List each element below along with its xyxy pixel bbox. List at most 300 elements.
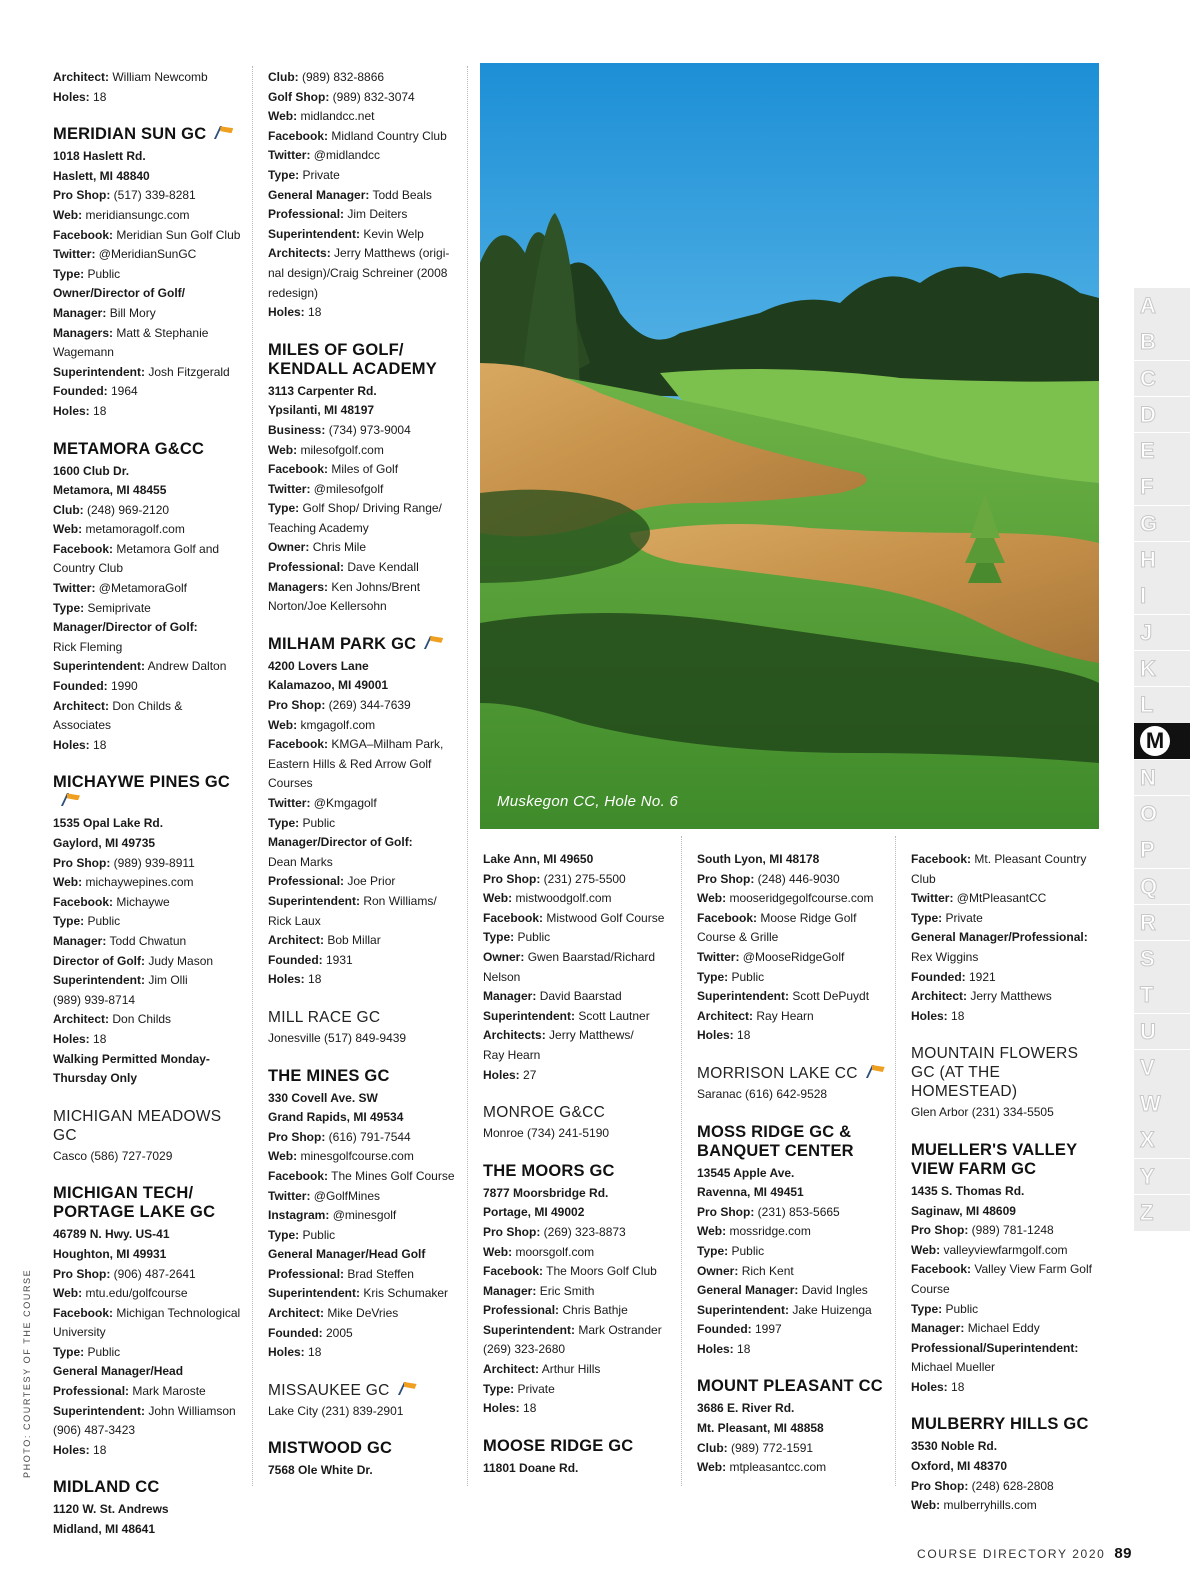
field-label: Twitter: xyxy=(268,148,311,163)
field-value: Judy Mason xyxy=(148,953,214,968)
field-value: (269) 323-2680 xyxy=(483,1342,566,1357)
field-label: Web: xyxy=(268,109,298,124)
field-label: Facebook: xyxy=(53,541,114,556)
address-text: 13545 Apple Ave. xyxy=(697,1165,795,1180)
course-name xyxy=(911,1415,1103,1434)
address-text: Thursday Only xyxy=(53,1071,138,1086)
course-name xyxy=(268,341,460,379)
field-value: Don Childs & Associates xyxy=(53,698,183,733)
course-entry xyxy=(268,1067,460,1363)
field-value: 18 xyxy=(951,1379,965,1394)
course-detail-line xyxy=(53,363,243,383)
course-detail-line xyxy=(268,1187,460,1207)
course-detail-line xyxy=(911,1319,1103,1339)
course-detail-line xyxy=(697,948,889,968)
alphabet-letter: C xyxy=(1140,365,1156,391)
field-value: Brad Steffen xyxy=(347,1266,414,1281)
field-label: Pro Shop: xyxy=(53,855,111,870)
alphabet-tab-e xyxy=(1134,433,1190,469)
alphabet-tab-c xyxy=(1134,361,1190,397)
field-value: mtu.edu/golfcourse xyxy=(85,1286,188,1301)
course-detail-line xyxy=(268,1108,460,1128)
field-value: Andrew Dalton xyxy=(147,659,227,674)
field-value: Valley View Farm Golf xyxy=(974,1262,1092,1277)
course-detail-line xyxy=(697,1026,889,1046)
field-label: Superintendent: xyxy=(53,364,145,379)
field-label: Pro Shop: xyxy=(53,1266,111,1281)
field-label: Director of Golf: xyxy=(53,953,145,968)
field-label: Type: xyxy=(483,930,515,945)
course-detail-line xyxy=(53,912,243,932)
field-value: midlandcc.net xyxy=(300,109,375,124)
field-value: milesofgolf.com xyxy=(300,442,384,457)
field-value: (517) 339-8281 xyxy=(113,188,196,203)
course-detail-line xyxy=(911,889,1103,909)
course-detail-line xyxy=(911,1280,1103,1300)
field-label: Superintendent: xyxy=(697,989,789,1004)
field-label: Type: xyxy=(697,1243,729,1258)
address-text: General Manager/Professional: xyxy=(911,930,1088,945)
address-text: 46789 N. Hwy. US-41 xyxy=(53,1227,170,1242)
field-value: Public xyxy=(945,1301,979,1316)
course-detail-line xyxy=(268,303,460,323)
field-value: Public xyxy=(731,969,765,984)
alphabet-letter: V xyxy=(1140,1054,1155,1080)
course-detail-line xyxy=(268,872,460,892)
field-label: Type: xyxy=(53,1344,85,1359)
course-detail-line xyxy=(268,558,460,578)
field-value: (989) 832-8866 xyxy=(302,70,385,84)
course-detail-line xyxy=(53,736,243,756)
alphabet-tab-h xyxy=(1134,542,1190,578)
course-name xyxy=(268,1381,460,1400)
course-entry xyxy=(911,1415,1103,1515)
field-label: Pro Shop: xyxy=(911,1478,969,1493)
alphabet-tab-l xyxy=(1134,687,1190,723)
course-detail-line xyxy=(53,873,243,893)
field-label: Holes: xyxy=(268,1345,305,1360)
course-detail-line xyxy=(483,1203,675,1223)
field-label: Twitter: xyxy=(268,481,311,496)
course-detail-line xyxy=(268,931,460,951)
field-label: Facebook: xyxy=(911,852,972,866)
course-detail-line xyxy=(53,324,243,344)
course-detail-line xyxy=(268,146,460,166)
alphabet-tab-j xyxy=(1134,615,1190,651)
course-entry xyxy=(483,1162,675,1419)
field-value: 18 xyxy=(737,1028,751,1043)
course-detail-line xyxy=(697,1439,889,1459)
course-name-text: THE MINES GC xyxy=(268,1066,390,1085)
course-detail-line xyxy=(268,1206,460,1226)
course-detail-line xyxy=(53,402,243,422)
golf-flag-icon xyxy=(214,126,234,138)
field-value: Joe Prior xyxy=(347,874,396,889)
field-label: Managers: xyxy=(53,325,114,340)
address-text: 7877 Moorsbridge Rd. xyxy=(483,1185,609,1200)
course-detail-line xyxy=(483,1321,675,1341)
field-label: Holes: xyxy=(911,1379,948,1394)
course-detail-line xyxy=(53,1323,243,1343)
address-text: Manager/Director of Golf: xyxy=(268,835,413,850)
field-label: Holes: xyxy=(911,1008,948,1023)
course-detail-line xyxy=(697,1242,889,1262)
course-entry xyxy=(268,635,460,990)
course-name-text: MILES OF GOLF/ KENDALL ACADEMY xyxy=(268,340,437,378)
course-detail-line xyxy=(268,166,460,186)
course-detail-line xyxy=(911,1378,1103,1398)
field-value: Kris Schumaker xyxy=(363,1286,449,1301)
course-name xyxy=(268,1439,460,1458)
course-detail-line xyxy=(268,401,460,421)
course-detail-line xyxy=(911,1103,1103,1123)
course-detail-line xyxy=(53,540,243,560)
course-entry xyxy=(697,850,889,1046)
course-name-text: MOUNT PLEASANT CC xyxy=(697,1377,883,1396)
field-value: minesgolfcourse.com xyxy=(300,1149,414,1164)
course-detail-line xyxy=(268,755,460,775)
field-label: Holes: xyxy=(53,1442,90,1457)
course-detail-line xyxy=(268,519,460,539)
course-detail-line xyxy=(53,265,243,285)
field-value: Ray Hearn xyxy=(756,1008,814,1023)
field-label: Holes: xyxy=(268,972,305,987)
course-name xyxy=(268,635,460,654)
field-value: 1931 xyxy=(326,952,353,967)
course-name xyxy=(911,1141,1103,1179)
course-detail-line xyxy=(268,696,460,716)
field-label: Manager: xyxy=(911,1321,965,1336)
field-value: 18 xyxy=(93,737,107,752)
field-label: Instagram: xyxy=(268,1208,330,1223)
field-value: 18 xyxy=(737,1341,751,1356)
course-detail-line xyxy=(483,1066,675,1086)
course-detail-line xyxy=(483,1243,675,1263)
course-entry xyxy=(697,1064,889,1105)
field-label: Holes: xyxy=(268,305,305,320)
field-value: Jerry Matthews (origi- xyxy=(334,246,450,261)
course-detail-line xyxy=(483,1184,675,1204)
field-label: Pro Shop: xyxy=(268,698,326,713)
field-value: Teaching Academy xyxy=(268,520,369,535)
course-detail-line xyxy=(53,147,243,167)
field-value: Course & Grille xyxy=(697,930,779,945)
field-value: Midland Country Club xyxy=(331,128,447,143)
alphabet-letter: K xyxy=(1140,655,1156,681)
field-value: Eastern Hills & Red Arrow Golf xyxy=(268,756,432,771)
field-label: Club: xyxy=(697,1440,728,1455)
address-text: Kalamazoo, MI 49001 xyxy=(268,678,389,693)
alphabet-tab-t xyxy=(1134,977,1190,1013)
course-detail-line xyxy=(911,1437,1103,1457)
field-label: Manager: xyxy=(53,933,107,948)
alphabet-tab-s xyxy=(1134,941,1190,977)
field-label: Twitter: xyxy=(268,796,311,810)
field-value: (231) 275-5500 xyxy=(543,871,626,886)
field-label: Founded: xyxy=(268,952,323,967)
course-detail-line xyxy=(483,1007,675,1027)
field-label: Type: xyxy=(697,969,729,984)
course-name-text: MERIDIAN SUN GC xyxy=(53,125,207,144)
field-value: @MetamoraGolf xyxy=(98,581,188,596)
field-label: Architects: xyxy=(268,246,331,261)
course-name-text: MISTWOOD GC xyxy=(268,1439,393,1458)
course-detail-line xyxy=(53,1382,243,1402)
field-label: Architect: xyxy=(268,1306,325,1321)
course-detail-line xyxy=(268,1167,460,1187)
field-value: Chris Mile xyxy=(312,540,367,555)
course-detail-line xyxy=(483,1380,675,1400)
course-detail-line xyxy=(53,167,243,187)
field-label: Web: xyxy=(268,442,298,457)
directory-column-2 xyxy=(268,68,460,1499)
golf-flag-icon xyxy=(61,793,81,805)
field-value: Golf Shop/ Driving Range/ xyxy=(302,501,442,516)
course-detail-line xyxy=(483,968,675,988)
field-label: Holes: xyxy=(697,1341,734,1356)
course-detail-line xyxy=(53,1284,243,1304)
field-value: Private xyxy=(517,1381,555,1396)
address-text: Mt. Pleasant, MI 48858 xyxy=(697,1421,824,1436)
alphabet-letter: D xyxy=(1140,401,1156,427)
field-value: Michigan Technological xyxy=(116,1305,241,1320)
field-value: Jake Huizenga xyxy=(792,1302,872,1317)
field-value: (906) 487-3423 xyxy=(53,1423,136,1438)
course-name-text: MOSS RIDGE GC & BANQUET CENTER xyxy=(697,1122,854,1160)
field-value: Michaywe xyxy=(116,894,170,909)
course-detail-line xyxy=(697,928,889,948)
field-value: kmgagolf.com xyxy=(300,717,376,732)
course-detail-line xyxy=(268,774,460,794)
course-detail-line xyxy=(53,343,243,363)
course-detail-line xyxy=(268,716,460,736)
field-value: 18 xyxy=(523,1401,537,1416)
field-label: Pro Shop: xyxy=(911,1223,969,1238)
course-detail-line xyxy=(268,1324,460,1344)
course-name xyxy=(53,1184,243,1222)
field-value: Country Club xyxy=(53,561,124,576)
course-name xyxy=(697,1123,889,1161)
course-detail-line xyxy=(911,948,1103,968)
course-detail-line xyxy=(911,850,1103,889)
field-label: Type: xyxy=(53,914,85,929)
field-label: Type: xyxy=(483,1381,515,1396)
alphabet-letter: R xyxy=(1140,909,1156,935)
course-detail-line xyxy=(697,1301,889,1321)
footer-label: COURSE DIRECTORY 2020 xyxy=(917,1547,1106,1561)
field-value: John Williamson xyxy=(148,1403,236,1418)
field-label: Pro Shop: xyxy=(483,871,541,886)
course-detail-line xyxy=(53,186,243,206)
field-label: Founded: xyxy=(53,679,108,694)
course-detail-line xyxy=(697,1262,889,1282)
course-name-text: METAMORA G&CC xyxy=(53,439,205,458)
field-label: Web: xyxy=(268,717,298,732)
course-detail-line xyxy=(911,1202,1103,1222)
course-detail-line xyxy=(911,1300,1103,1320)
field-value: Miles of Golf xyxy=(331,462,399,477)
field-label: Facebook: xyxy=(53,1305,114,1320)
directory-column-4 xyxy=(697,850,889,1496)
course-detail-line xyxy=(268,107,460,127)
course-detail-line xyxy=(483,1223,675,1243)
course-detail-line xyxy=(53,462,243,482)
column-divider xyxy=(681,836,682,1486)
field-label: Owner: xyxy=(268,540,310,555)
address-text: Houghton, MI 49931 xyxy=(53,1246,167,1261)
course-detail-line xyxy=(483,1459,675,1479)
field-label: General Manager: xyxy=(268,187,370,202)
alphabet-tab-u xyxy=(1134,1014,1190,1050)
field-value: Ron Williams/ xyxy=(363,893,437,908)
course-detail-line xyxy=(53,1343,243,1363)
directory-column-3 xyxy=(483,850,675,1496)
field-label: Twitter: xyxy=(53,247,96,262)
field-value: @midlandcc xyxy=(313,148,381,163)
course-detail-line xyxy=(53,677,243,697)
alphabet-letter: N xyxy=(1140,764,1156,790)
course-detail-line xyxy=(268,264,460,284)
field-value: Casco (586) 727-7029 xyxy=(53,1148,173,1163)
field-value: Lake City (231) 839-2901 xyxy=(268,1403,404,1418)
alphabet-letter: T xyxy=(1140,982,1154,1008)
course-detail-line xyxy=(53,501,243,521)
address-text: Owner/Director of Golf/ xyxy=(53,286,186,301)
course-detail-line xyxy=(268,1265,460,1285)
field-label: Professional: xyxy=(483,1303,560,1318)
course-detail-line xyxy=(911,928,1103,948)
address-text: 4200 Lovers Lane xyxy=(268,658,369,673)
course-detail-line xyxy=(483,1399,675,1419)
course-detail-line xyxy=(53,579,243,599)
course-detail-line xyxy=(268,1304,460,1324)
course-detail-line xyxy=(268,970,460,990)
course-detail-line xyxy=(268,68,460,88)
field-value: (616) 791-7544 xyxy=(328,1129,411,1144)
field-value: (248) 446-9030 xyxy=(757,871,840,886)
course-entry xyxy=(697,1377,889,1477)
field-value: Gwen Baarstad/Richard xyxy=(527,949,656,964)
course-detail-line xyxy=(268,382,460,402)
course-detail-line xyxy=(268,1029,460,1049)
field-value: (269) 344-7639 xyxy=(328,698,411,713)
alphabet-letter: W xyxy=(1140,1091,1161,1117)
course-detail-line xyxy=(53,697,243,736)
field-value: Ken Johns/Brent xyxy=(331,579,421,594)
course-detail-line xyxy=(483,1360,675,1380)
course-name-text: MISSAUKEE GC xyxy=(268,1381,390,1399)
field-label: Web: xyxy=(483,1244,513,1259)
field-label: Founded: xyxy=(697,1322,752,1337)
address-text: 1018 Haslett Rd. xyxy=(53,149,146,164)
course-entry xyxy=(911,850,1103,1026)
address-text: General Manager/Head xyxy=(53,1364,184,1379)
course-detail-line xyxy=(268,441,460,461)
alphabet-tab-z xyxy=(1134,1195,1190,1231)
course-name-text: MORRISON LAKE CC xyxy=(697,1064,858,1082)
course-detail-line xyxy=(268,1245,460,1265)
alphabet-tab-y xyxy=(1134,1159,1190,1195)
course-name xyxy=(483,1437,675,1456)
course-detail-line xyxy=(53,638,243,658)
course-detail-line xyxy=(268,538,460,558)
field-value: Course xyxy=(911,1281,950,1296)
alphabet-tab-q xyxy=(1134,869,1190,905)
field-value: Monroe (734) 241-5190 xyxy=(483,1126,610,1141)
course-detail-line xyxy=(483,889,675,909)
address-text: 330 Covell Ave. SW xyxy=(268,1090,378,1105)
field-value: The Mines Golf Course xyxy=(331,1168,455,1183)
course-detail-line xyxy=(268,205,460,225)
field-value: Todd Chwatun xyxy=(109,933,187,948)
field-label: Architect: xyxy=(697,1008,754,1023)
course-detail-line xyxy=(53,1225,243,1245)
course-detail-line xyxy=(53,599,243,619)
address-text: 1120 W. St. Andrews xyxy=(53,1502,169,1517)
field-label: Facebook: xyxy=(483,1264,544,1279)
field-value: mulberryhills.com xyxy=(943,1498,1037,1513)
alphabet-tab-v xyxy=(1134,1050,1190,1086)
field-label: Type: xyxy=(911,1301,943,1316)
field-value: @minesgolf xyxy=(332,1208,397,1223)
field-value: Dean Marks xyxy=(268,854,333,869)
course-name-text: MILL RACE GC xyxy=(268,1008,381,1026)
alphabet-tab-n xyxy=(1134,760,1190,796)
field-label: Pro Shop: xyxy=(697,1204,755,1219)
field-value: (248) 969-2120 xyxy=(87,502,170,517)
address-text: 1535 Opal Lake Rd. xyxy=(53,816,164,831)
field-value: 18 xyxy=(93,89,107,104)
course-name xyxy=(53,125,243,144)
field-value: 2005 xyxy=(326,1325,353,1340)
course-detail-line xyxy=(268,127,460,147)
field-value: nal design)/Craig Schreiner (2008 xyxy=(268,265,448,280)
course-entry xyxy=(268,1439,460,1481)
field-value: mossridge.com xyxy=(729,1224,811,1239)
field-value: 18 xyxy=(951,1008,965,1023)
field-value: Public xyxy=(87,266,121,281)
field-label: Professional: xyxy=(268,560,345,575)
alphabet-letter: P xyxy=(1140,837,1155,863)
field-label: Twitter: xyxy=(268,1188,311,1203)
course-detail-line xyxy=(911,1339,1103,1359)
course-name xyxy=(53,1107,243,1145)
alphabet-tab-i xyxy=(1134,578,1190,614)
field-value: metamoragolf.com xyxy=(85,522,185,537)
field-label: Holes: xyxy=(483,1401,520,1416)
course-detail-line xyxy=(268,578,460,598)
course-entry xyxy=(53,125,243,421)
course-name-text: MONROE G&CC xyxy=(483,1104,606,1122)
field-value: Eric Smith xyxy=(539,1283,595,1298)
field-value: 27 xyxy=(523,1067,537,1082)
field-value: @GolfMines xyxy=(313,1188,380,1203)
page-number: 89 xyxy=(1114,1545,1132,1562)
field-label: Superintendent: xyxy=(268,893,360,908)
course-entry xyxy=(911,1044,1103,1123)
field-label: Professional: xyxy=(268,207,345,222)
field-value: (989) 832-3074 xyxy=(332,89,415,104)
course-detail-line xyxy=(911,1182,1103,1202)
course-detail-line xyxy=(53,1069,243,1089)
course-detail-line xyxy=(268,225,460,245)
alphabet-tab-m xyxy=(1134,723,1190,759)
photo-caption: Muskegon CC, Hole No. 6 xyxy=(497,793,679,810)
course-detail-line xyxy=(53,834,243,854)
field-value: 1964 xyxy=(111,384,138,399)
address-text: Saginaw, MI 48609 xyxy=(911,1203,1016,1218)
directory-column-5 xyxy=(911,850,1103,1534)
